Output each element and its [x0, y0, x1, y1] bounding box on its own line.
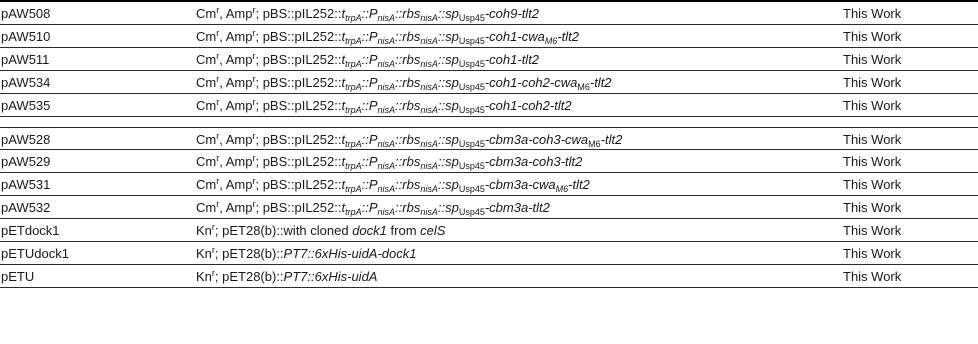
description-fragment: ::sp — [437, 98, 459, 113]
description-fragment: r — [252, 74, 256, 84]
description-fragment: trpA — [345, 207, 362, 217]
description-fragment: ::sp — [437, 132, 459, 147]
description-fragment: r — [211, 222, 215, 232]
description-fragment: , Amp — [219, 200, 253, 215]
description-fragment: , Amp — [219, 98, 253, 113]
description-fragment: ::rbs — [395, 6, 421, 21]
description-fragment: r — [216, 51, 220, 61]
description-fragment: ::P — [361, 200, 378, 215]
description-fragment: , Amp — [219, 52, 253, 67]
description-fragment: ::P — [361, 6, 378, 21]
description-fragment: r — [216, 131, 220, 141]
description-fragment: nisA — [420, 161, 438, 171]
table-row — [0, 242, 978, 265]
plasmid-name: pETU — [1, 269, 35, 284]
description-fragment: t — [341, 154, 346, 169]
description-fragment: t — [341, 98, 346, 113]
description-fragment: Usp45 — [458, 13, 485, 23]
description-fragment: ::rbs — [395, 29, 421, 44]
plasmid-description — [196, 242, 417, 265]
description-fragment: trpA — [345, 36, 362, 46]
reference: This Work — [843, 132, 902, 147]
description-fragment: -cbm3a-cwa — [484, 177, 556, 192]
description-fragment: ; pBS::pIL252:: — [255, 132, 342, 147]
description-fragment: t — [341, 75, 346, 90]
reference: This Work — [843, 200, 902, 215]
description-fragment: r — [216, 199, 220, 209]
description-fragment: Usp45 — [458, 105, 485, 115]
description-fragment: ::sp — [437, 6, 459, 21]
description-fragment: ::sp — [437, 154, 459, 169]
description-fragment: -tlt2 — [557, 29, 579, 44]
description-fragment: nisA — [377, 13, 396, 23]
table-row — [0, 196, 978, 219]
description-fragment: -cbm3a-coh3-cwa — [484, 132, 589, 147]
description-fragment: celS — [420, 223, 446, 238]
description-fragment: Cm — [196, 6, 217, 21]
plasmid-description — [196, 173, 590, 196]
plasmid-name: pAW532 — [1, 200, 51, 215]
description-fragment: r — [211, 245, 215, 255]
description-fragment: Cm — [196, 29, 217, 44]
description-fragment: Usp45 — [458, 139, 485, 149]
description-fragment: trpA — [345, 105, 362, 115]
description-fragment: r — [216, 153, 220, 163]
plasmid-name: pETdock1 — [1, 223, 60, 238]
table-row — [0, 2, 978, 25]
reference: This Work — [843, 75, 902, 90]
description-fragment: Kn — [196, 246, 212, 261]
description-fragment: Usp45 — [458, 184, 485, 194]
description-fragment: trpA — [345, 139, 362, 149]
description-fragment: ::rbs — [395, 98, 421, 113]
description-fragment: r — [216, 176, 220, 186]
description-fragment: nisA — [377, 82, 396, 92]
description-fragment: trpA — [345, 59, 362, 69]
reference: This Work — [843, 223, 902, 238]
description-fragment: ::P — [361, 177, 378, 192]
plasmid-description — [196, 71, 612, 94]
description-fragment: ; pBS::pIL252:: — [255, 154, 342, 169]
description-fragment: , Amp — [219, 75, 253, 90]
reference: This Work — [843, 246, 902, 261]
description-fragment: nisA — [420, 82, 438, 92]
description-fragment: Usp45 — [458, 161, 485, 171]
plasmid-name: pAW534 — [1, 75, 51, 90]
description-fragment: ::P — [361, 132, 378, 147]
reference: This Work — [843, 177, 902, 192]
description-fragment: ; pET28(b):: — [214, 246, 284, 261]
plasmid-description — [196, 48, 539, 71]
description-fragment: r — [252, 199, 256, 209]
description-fragment: r — [216, 74, 220, 84]
table-row — [0, 219, 978, 242]
description-fragment: from — [386, 223, 421, 238]
plasmid-description — [196, 196, 550, 219]
description-fragment: nisA — [420, 184, 438, 194]
description-fragment: ; pET28(b)::with cloned — [214, 223, 353, 238]
description-fragment: -cbm3a-tlt2 — [484, 200, 550, 215]
table-row — [0, 71, 978, 94]
description-fragment: nisA — [377, 161, 396, 171]
plasmid-description — [196, 94, 572, 117]
table-group-gap — [0, 117, 978, 127]
description-fragment: , Amp — [219, 154, 253, 169]
description-fragment: ; pBS::pIL252:: — [255, 6, 342, 21]
description-fragment: Kn — [196, 223, 212, 238]
description-fragment: r — [252, 28, 256, 38]
description-fragment: Usp45 — [458, 82, 485, 92]
description-fragment: M6 — [588, 139, 601, 149]
description-fragment: Kn — [196, 269, 212, 284]
plasmid-description — [196, 265, 377, 288]
description-fragment: ::sp — [437, 177, 459, 192]
description-fragment: ::sp — [437, 29, 459, 44]
table-row — [0, 48, 978, 71]
description-fragment: -tlt2 — [589, 75, 612, 90]
description-fragment: ::P — [361, 98, 378, 113]
description-fragment: ; pBS::pIL252:: — [255, 200, 342, 215]
description-fragment: nisA — [377, 207, 396, 217]
description-fragment: Cm — [196, 200, 217, 215]
description-fragment: r — [252, 51, 256, 61]
description-fragment: nisA — [420, 207, 438, 217]
description-fragment: t — [341, 6, 346, 21]
plasmid-name: pAW528 — [1, 132, 51, 147]
description-fragment: t — [341, 29, 346, 44]
table-row — [0, 150, 978, 173]
description-fragment: r — [216, 5, 220, 15]
description-fragment: r — [252, 131, 256, 141]
description-fragment: -cbm3a-coh3-tlt2 — [484, 154, 583, 169]
description-fragment: nisA — [420, 59, 438, 69]
description-fragment: -coh9-tlt2 — [484, 6, 540, 21]
plasmid-description — [196, 150, 582, 173]
description-fragment: -coh1-coh2-tlt2 — [484, 98, 572, 113]
description-fragment: Usp45 — [458, 36, 485, 46]
table-body — [0, 2, 978, 288]
description-fragment: t — [341, 200, 346, 215]
description-fragment: , Amp — [219, 6, 253, 21]
table-row — [0, 173, 978, 196]
table-row — [0, 265, 978, 288]
description-fragment: ::sp — [437, 52, 459, 67]
description-fragment: nisA — [377, 59, 396, 69]
description-fragment: ; pBS::pIL252:: — [255, 177, 342, 192]
description-fragment: ; pBS::pIL252:: — [255, 52, 342, 67]
description-fragment: trpA — [345, 184, 362, 194]
description-fragment: ::P — [361, 154, 378, 169]
description-fragment: nisA — [420, 13, 438, 23]
description-fragment: ::sp — [437, 75, 459, 90]
description-fragment: nisA — [377, 105, 396, 115]
description-fragment: ::rbs — [395, 200, 421, 215]
description-fragment: nisA — [420, 36, 438, 46]
description-fragment: M6 — [555, 184, 569, 194]
description-fragment: trpA — [345, 13, 362, 23]
reference: This Work — [843, 6, 902, 21]
description-fragment: ; pET28(b):: — [214, 269, 284, 284]
description-fragment: ::rbs — [395, 75, 421, 90]
description-fragment: Cm — [196, 177, 217, 192]
description-fragment: t — [341, 132, 346, 147]
plasmid-name: pAW511 — [1, 52, 50, 67]
table-row — [0, 94, 978, 117]
plasmid-name: pAW508 — [1, 6, 51, 21]
description-fragment: -coh1-coh2-cwa — [484, 75, 578, 90]
description-fragment: nisA — [377, 184, 396, 194]
description-fragment: ::rbs — [395, 52, 421, 67]
description-fragment: ; pBS::pIL252:: — [255, 29, 342, 44]
description-fragment: nisA — [420, 105, 438, 115]
description-fragment: t — [341, 52, 346, 67]
description-fragment: , Amp — [219, 177, 253, 192]
description-fragment: nisA — [420, 139, 438, 149]
plasmid-name: pAW531 — [1, 177, 51, 192]
description-fragment: M6 — [544, 36, 558, 46]
description-fragment: Cm — [196, 52, 217, 67]
reference: This Work — [843, 29, 902, 44]
description-fragment: r — [252, 176, 256, 186]
description-fragment: t — [341, 177, 346, 192]
description-fragment: Usp45 — [458, 59, 485, 69]
description-fragment: Cm — [196, 132, 217, 147]
description-fragment: ; pBS::pIL252:: — [255, 98, 342, 113]
description-fragment: r — [252, 5, 256, 15]
description-fragment: -coh1-tlt2 — [484, 52, 540, 67]
plasmid-name: pAW535 — [1, 98, 51, 113]
reference: This Work — [843, 154, 902, 169]
description-fragment: trpA — [345, 82, 362, 92]
reference: This Work — [843, 98, 902, 113]
description-fragment: r — [216, 28, 220, 38]
description-fragment: r — [216, 97, 220, 107]
description-fragment: ::P — [361, 52, 378, 67]
description-fragment: Cm — [196, 154, 217, 169]
description-fragment: Cm — [196, 75, 217, 90]
reference: This Work — [843, 52, 902, 67]
description-fragment: nisA — [377, 139, 396, 149]
plasmid-description — [196, 2, 539, 25]
description-fragment: Usp45 — [458, 207, 485, 217]
plasmid-description — [196, 25, 579, 48]
description-fragment: r — [252, 97, 256, 107]
description-fragment: M6 — [577, 82, 590, 92]
description-fragment: ::rbs — [395, 154, 421, 169]
table-row — [0, 127, 978, 150]
description-fragment: ::rbs — [395, 177, 421, 192]
description-fragment: -tlt2 — [568, 177, 590, 192]
description-fragment: r — [252, 153, 256, 163]
plasmid-description — [196, 128, 622, 151]
description-fragment: PT7::6xHis-uidA-dock1 — [283, 246, 417, 261]
table-row — [0, 25, 978, 48]
description-fragment: dock1 — [352, 223, 387, 238]
description-fragment: , Amp — [219, 29, 253, 44]
description-fragment: ::P — [361, 75, 378, 90]
description-fragment: ::rbs — [395, 132, 421, 147]
description-fragment: ::sp — [437, 200, 459, 215]
description-fragment: -tlt2 — [600, 132, 623, 147]
description-fragment: nisA — [377, 36, 396, 46]
description-fragment: PT7::6xHis-uidA — [283, 269, 378, 284]
plasmid-name: pAW529 — [1, 154, 51, 169]
reference: This Work — [843, 269, 902, 284]
description-fragment: ; pBS::pIL252:: — [255, 75, 342, 90]
description-fragment: r — [211, 268, 215, 278]
description-fragment: Cm — [196, 98, 217, 113]
plasmid-name: pETUdock1 — [1, 246, 69, 261]
plasmid-description — [196, 219, 445, 242]
description-fragment: , Amp — [219, 132, 253, 147]
description-fragment: trpA — [345, 161, 362, 171]
description-fragment: -coh1-cwa — [484, 29, 545, 44]
description-fragment: ::P — [361, 29, 378, 44]
plasmid-name: pAW510 — [1, 29, 51, 44]
